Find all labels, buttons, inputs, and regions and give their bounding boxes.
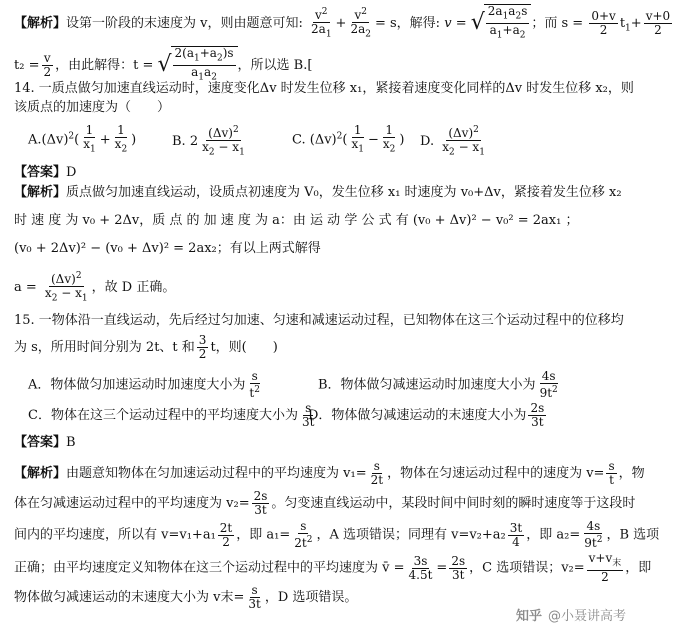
q14-option-c: C. $(\Delta v)^2$( $\frac{1}{x_1}$ − $\frac{1}{x_2}$ ) xyxy=(292,123,405,155)
text: 为 s，所用时间分别为 2t、t 和 xyxy=(14,340,195,355)
q15-option-c: C．物体在这三个运动过程中的平均速度大小为 $\frac{s}{3t}$ xyxy=(28,401,315,429)
sqrt-expression: √ $\frac{2(a_1+a_2)s}{a_1a_2}$ xyxy=(158,46,238,85)
q14-option-d: D. $\frac{(\Delta v)^2}{x_2 - x_1}$ xyxy=(420,125,485,158)
answer-tag: 【答案】 xyxy=(14,435,67,450)
q14-stem-line-2: 该质点的加速度为（ ） xyxy=(14,100,171,115)
option-letter: A. xyxy=(28,132,42,148)
zhihu-logo: 知乎 xyxy=(515,609,542,624)
text: 。匀变速直线运动中，某段时间中间时刻的瞬时速度等于这段时 xyxy=(271,496,636,511)
option-letter: B. xyxy=(172,134,186,150)
text: ，即 a₁= xyxy=(236,527,291,543)
option-text: B．物体做匀减速运动时加速度大小为 xyxy=(318,377,536,393)
sqrt-expression: √ $\frac{2a_1a_2s}{a_1+a_2}$ xyxy=(471,4,532,43)
option-letter: C. xyxy=(292,132,306,148)
text: ，D 选项错误。 xyxy=(264,590,358,605)
text: ；而 s = xyxy=(531,15,584,31)
text: ，C 选项错误；v₂= xyxy=(469,560,585,576)
text: ，故 D 正确。 xyxy=(91,280,176,296)
q15-analysis-line-5: 物体做匀减速运动的末速度大小为 v末= $\frac{s}{3t}$ ，D 选项错误。 xyxy=(14,583,358,611)
text: ，由此解得：t = xyxy=(55,57,154,73)
q15-option-b: B．物体做匀减速运动时加速度大小为 $\frac{4s}{9t^2}$ xyxy=(318,369,558,400)
q14-option-b: B. 2 $\frac{(\Delta v)^2}{x_2 - x_1}$ xyxy=(172,125,245,158)
text: 体在匀减速运动过程中的平均速度为 v₂= xyxy=(14,496,250,511)
q15-option-a: A．物体做匀加速运动时加速度大小为 $\frac{s}{t^2}$ xyxy=(28,369,260,400)
text: t，则( ) xyxy=(210,340,278,355)
text: ，物 xyxy=(618,466,645,481)
fraction: $\frac{v^2}{2a_2}$ xyxy=(350,6,371,40)
q14-analysis-line-3: (v₀ + 2Δv)² − (v₀ + Δv)² = 2ax₂；有以上两式解得 xyxy=(14,241,321,256)
q15-analysis-line-1: 【解析】由题意知物体在匀加速运动过程中的平均速度为 v₁= $\frac{s}{2t}$ ，物体在匀速运动过程中的速度为 v= $\frac{s}{t}$ ，物 xyxy=(14,459,645,487)
option-text: A．物体做匀加速运动时加速度大小为 xyxy=(28,377,246,393)
text: 质点做匀加速直线运动，设质点初速度为 V₀，发生位移 x₁ 时速度为 v₀+Δv，紧接着发生位移 x₂ xyxy=(66,185,622,200)
text: ，B 选项 xyxy=(606,527,660,543)
text: ，物体在匀速运动过程中的速度为 v= xyxy=(387,466,605,481)
text: ，所以选 B.[ xyxy=(237,57,313,73)
q14-analysis-line-1 xyxy=(14,184,630,202)
watermark xyxy=(516,605,626,624)
q15-analysis-line-3: 间内的平均速度，所以有 v=v₁+a₁ $\frac{2t}{2}$ ，即 a₁= $\frac{s}{2t^2}$ ，A 选项错误；同理有 v=v₂+a₂ $\frac{3t}{4}$ ，即 a₂= $\frac{4s}{9t^2}$ ，B 选项 xyxy=(14,519,660,550)
option-text: D．物体做匀减速运动的末速度大小为 xyxy=(308,408,527,423)
text: = s，解得: xyxy=(374,15,441,31)
text: 时 速 度 为 v₀ + 2Δv，质 点 的 加 速 度 为 a：由 运 动 学 公 式 有 xyxy=(14,213,409,228)
text: 正确；由平均速度定义知物体在这三个运动过程中的平均速度为 v̄ = xyxy=(14,560,405,576)
option-letter: D. xyxy=(420,134,435,150)
solution-13-line-2: t₂ = $\frac{v}{2}$ ，由此解得：t = √ $\frac{2(a_1+a_2)s}{a_1a_2}$ ，所以选 B.[ xyxy=(14,46,313,83)
option-text: C．物体在这三个运动过程中的平均速度大小为 xyxy=(28,408,298,423)
answer-value: D xyxy=(66,165,77,180)
q14-analysis-line-2 xyxy=(14,212,630,230)
answer-value: B xyxy=(66,435,76,450)
q15-stem-line-2: 为 s，所用时间分别为 2t、t 和 $\frac{3}{2}$ t，则( ) xyxy=(14,333,278,361)
q15-analysis-line-2: 体在匀减速运动过程中的平均速度为 v₂= $\frac{2s}{3t}$ 。匀变速直线运动中，某段时间中间时刻的瞬时速度等于这段时 xyxy=(14,489,636,517)
analysis-tag: 【解析】 xyxy=(14,185,67,200)
analysis-tag: 【解析】 xyxy=(14,15,67,31)
text: ，即 xyxy=(625,560,652,576)
analysis-tag: 【解析】 xyxy=(14,466,67,481)
q14-option-a: $A.(\Delta v)^2$( $\frac{1}{x_1}$ + $\frac{1}{x_2}$ ) xyxy=(28,123,137,155)
text: 物体做匀减速运动的末速度大小为 v末= xyxy=(14,590,245,605)
q15-stem-line-1: 15. 一物体沿一直线运动，先后经过匀加速、匀速和减速运动过程，已知物体在这三个运动过程中的位移均 xyxy=(14,313,624,328)
text: a = xyxy=(14,280,37,296)
fraction: $\frac{v^2}{2a_1}$ xyxy=(311,6,332,40)
fraction: $\frac{(\Delta v)^2}{x_2 - x_1}$ xyxy=(44,271,88,304)
q14-stem-line-1: 14. 一质点做匀加速直线运动时，速度变化Δv 时发生位移 x₁，紧接着速度变化同样的Δv 时发生位移 x₂，则 xyxy=(14,81,634,96)
watermark-user: @小聂讲高考 xyxy=(547,609,626,624)
solution-13-line-1: 【解析】设第一阶段的末速度为 v，则由题意可知: $\frac{v^2}{2a_1}$ + $\frac{v^2}{2a_2}$ = s，解得: v = √ $\frac{2a_1a_2s}{a_1+a_2}$ ；而 s = $\frac{0+v}{2}$ $t_1+$ $\frac{v+0}{2}$ xyxy=(14,4,671,41)
text: ，A 选项错误；同理有 v=v₂+a₂ xyxy=(316,527,506,543)
answer-tag: 【答案】 xyxy=(14,165,67,180)
text: 设第一阶段的末速度为 v，则由题意可知: xyxy=(66,15,303,31)
q15-analysis-line-4: 正确；由平均速度定义知物体在这三个运动过程中的平均速度为 v̄ = $\frac{3s}{4.5t}$ = $\frac{2s}{3t}$ ，C 选项错误；v₂= $\frac{v+v_末}{2}$ ，即 xyxy=(14,551,652,585)
q15-option-d: D．物体做匀减速运动的末速度大小为 $\frac{2s}{3t}$ xyxy=(308,401,545,429)
text: t₂ = xyxy=(14,57,40,73)
text: 间内的平均速度，所以有 v=v₁+a₁ xyxy=(14,527,216,543)
q14-answer xyxy=(14,164,630,182)
q15-answer xyxy=(14,434,630,452)
text: ，即 a₂= xyxy=(526,527,581,543)
text: 由题意知物体在匀加速运动过程中的平均速度为 v₁= xyxy=(66,466,367,481)
equation: (v₀ + Δv)² − v₀² = 2ax₁ ； xyxy=(412,213,579,228)
q14-analysis-line-4 xyxy=(14,270,630,305)
